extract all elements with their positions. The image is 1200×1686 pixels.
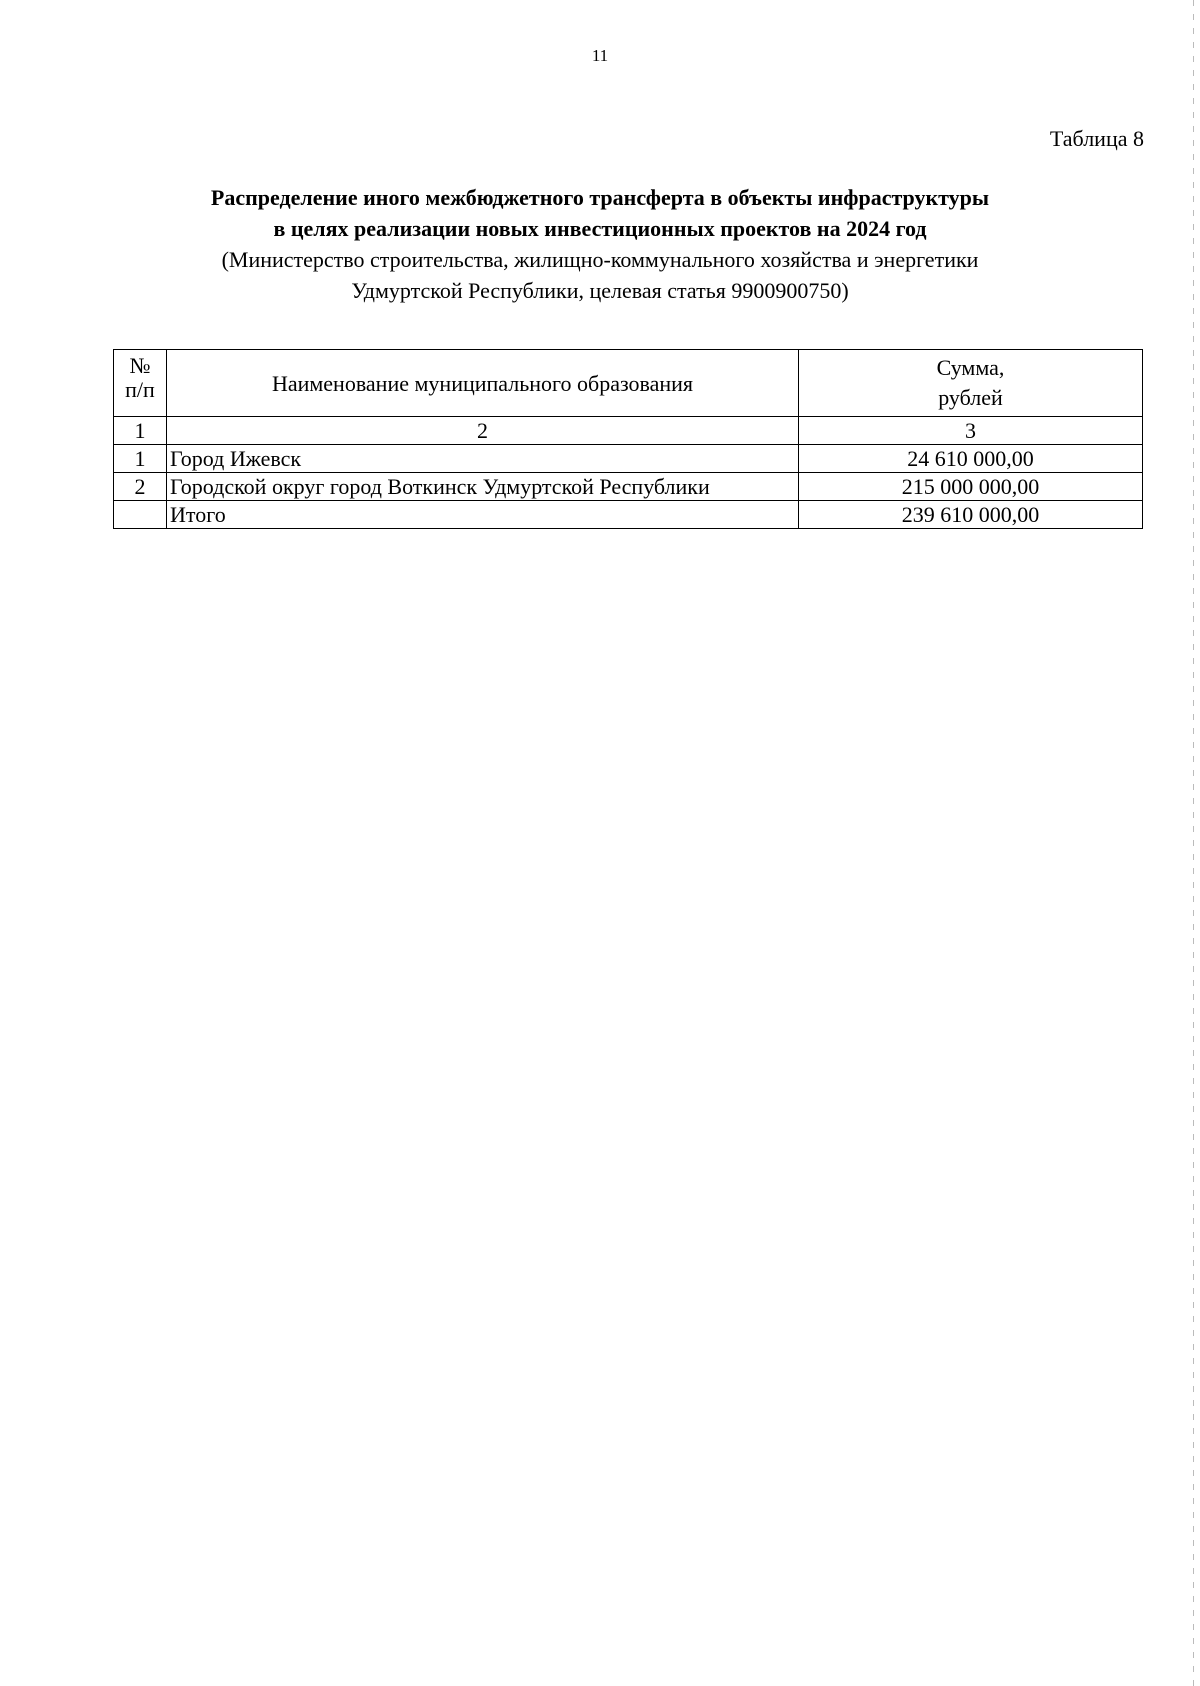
title-line-1: Распределение иного межбюджетного трансферта в объекты инфраструктуры [210, 185, 990, 210]
distribution-table [113, 349, 1143, 529]
table-row [114, 445, 1143, 473]
table-row [114, 473, 1143, 501]
row-name: Город Ижевск [167, 445, 799, 473]
header-sum-line2: рублей [938, 385, 1003, 410]
title-line-4: Удмуртской Республики, целевая статья 9900900750) [351, 278, 849, 303]
total-row [114, 501, 1143, 529]
row-number: 1 [114, 445, 167, 473]
column-number-cell: 2 [167, 417, 799, 445]
header-sum-line1: Сумма, [936, 355, 1005, 380]
total-number-empty [114, 501, 167, 529]
title-line-2: в целях реализации новых инвестиционных проектов на 2024 год [273, 216, 927, 241]
total-label: Итого [167, 501, 799, 529]
row-sum: 24 610 000,00 [799, 445, 1143, 473]
row-name: Городской округ город Воткинск Удмуртской Республики [167, 473, 799, 501]
document-title [0, 182, 1200, 306]
header-sum [799, 350, 1143, 417]
table-header-row [114, 350, 1143, 417]
column-number-cell: 3 [799, 417, 1143, 445]
table-label: Таблица 8 [1049, 126, 1144, 151]
total-sum: 239 610 000,00 [799, 501, 1143, 529]
page-number: 11 [591, 46, 609, 65]
header-name: Наименование муниципального образования [167, 350, 799, 417]
header-number [114, 350, 167, 417]
column-number-cell: 1 [114, 417, 167, 445]
title-line-3: (Министерство строительства, жилищно-коммунального хозяйства и энергетики [221, 247, 979, 272]
header-number-sign: № [129, 353, 151, 378]
row-number: 2 [114, 473, 167, 501]
row-sum: 215 000 000,00 [799, 473, 1143, 501]
column-number-row [114, 417, 1143, 445]
header-number-abbr: п/п [125, 377, 155, 402]
